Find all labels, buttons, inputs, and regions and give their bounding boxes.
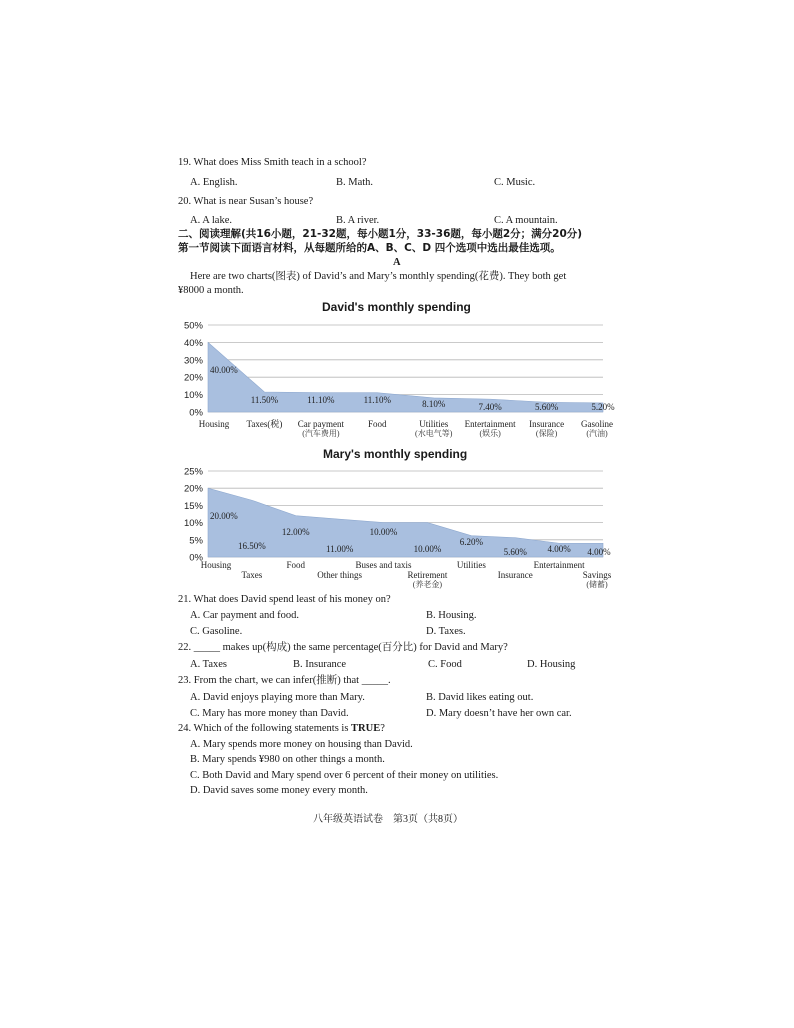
mary-category-label: Housing [200,560,232,570]
david-data-label: 11.50% [250,395,279,405]
mary-category-note: (养老金) [412,580,443,589]
david-category-note: (水电气等) [415,429,453,438]
q19-option-b: B. Math. [336,177,374,188]
q24-option-a: A. Mary spends more money on housing than David. [190,739,413,750]
mary-data-label: 5.60% [503,547,527,557]
q23-option-c: C. Mary has more money than David. [190,708,349,719]
david-category-label: Taxes(税) [246,419,283,429]
mary-data-label: 10.00% [369,527,398,537]
david-data-label: 11.10% [307,395,335,405]
david-ytick-label: 10% [183,390,203,402]
mary-category-label: Insurance [497,570,533,580]
q21-option-c: C. Gasoline. [190,626,243,637]
q19-option-a: A. English. [190,177,238,188]
mary-category-label: Food [286,560,306,570]
mary-data-label: 6.20% [459,537,483,547]
david-category-label: Food [368,419,387,429]
q20-option-c: C. A mountain. [494,215,558,226]
q24-option-d: D. David saves some money every month. [190,785,368,796]
david-ytick-label: 20% [183,372,203,384]
david-data-label: 5.60% [534,402,559,412]
q22-option-b: B. Insurance [293,659,347,670]
david-ytick-label: 50% [183,320,203,332]
section-subheading: 第一节阅读下面语言材料，从每题所给的A、B、C、D 四个选项中选出最佳选项。 [178,242,561,254]
mary-category-note: (储蓄) [586,580,608,589]
q23-option-a: A. David enjoys playing more than Mary. [190,692,365,703]
section-heading: 二、阅读理解(共16小题，21-32题，每小题1分，33-36题，每小题2分；满分20分) [178,228,583,240]
chart-mary-title: Mary's monthly spending [323,447,468,461]
q22-option-a: A. Taxes [190,659,227,670]
david-category-note: (保险) [535,429,558,438]
mary-ytick-label: 15% [183,500,203,512]
intro-line-1: Here are two charts(图表) of David’s and Mary’s monthly spending(花费). They both get [190,271,567,282]
david-ytick-label: 30% [183,355,203,367]
mary-category-label: Taxes [241,570,263,580]
q20-option-a: A. A lake. [190,215,232,226]
q21-stem: 21. What does David spend least of his money on? [178,594,391,605]
q23-option-b: B. David likes eating out. [426,692,534,703]
mary-data-label: 11.00% [325,544,354,554]
mary-category-label: Retirement [407,570,448,580]
q23-option-d: D. Mary doesn’t have her own car. [426,708,572,719]
q22-option-c: C. Food [428,659,462,670]
mary-data-label: 12.00% [281,527,310,537]
mary-category-label: Savings [582,570,612,580]
david-category-note: (娱乐) [479,429,501,438]
q20-option-b: B. A river. [336,215,380,226]
david-data-label: 5.20% [591,402,615,412]
chart-mary [175,464,615,592]
david-category-label: Insurance [529,419,565,429]
q20-stem: 20. What is near Susan’s house? [178,196,314,207]
q19-stem: 19. What does Miss Smith teach in a school? [178,157,367,168]
q24-stem [178,722,385,735]
mary-data-label: 4.00% [547,544,571,554]
q24-stem-pre: 24. Which of the following statements is [178,723,352,734]
intro-line-2: ¥8000 a month. [178,285,244,296]
david-ytick-label: 40% [183,337,203,349]
david-category-note: (汽车费用) [302,429,340,438]
mary-ytick-label: 20% [183,483,203,495]
q19-option-c: C. Music. [494,177,536,188]
mary-ytick-label: 0% [189,552,203,564]
chart-david-title: David's monthly spending [322,300,471,314]
mary-category-label: Other things [317,570,363,580]
david-category-label: Entertainment [464,419,516,429]
passage-letter: A [393,257,401,268]
david-category-label: Utilities [419,419,449,429]
david-category-note: (汽油) [586,429,608,438]
q21-option-b: B. Housing. [426,610,477,621]
q23-stem: 23. From the chart, we can infer(推断) that _____. [178,675,391,686]
mary-data-label: 20.00% [210,511,238,521]
david-data-label: 7.40% [478,402,502,412]
q24-stem-post: ? [380,723,385,734]
q22-option-d: D. Housing [527,659,576,670]
q24-option-c: C. Both David and Mary spend over 6 percent of their money on utilities. [190,770,499,781]
mary-category-label: Buses and taxis [355,560,412,570]
chart-david [175,318,615,444]
david-category-label: Gasoline [581,419,613,429]
q22-stem: 22. _____ makes up(构成) the same percentage(百分比) for David and Mary? [178,642,508,653]
page-footer: 八年级英语试卷 第3页（共8页） [313,814,463,825]
q21-option-a: A. Car payment and food. [190,610,300,621]
q24-option-b: B. Mary spends ¥980 on other things a month. [190,754,385,765]
mary-data-label: 4.00% [587,547,611,557]
mary-data-label: 10.00% [413,544,442,554]
david-data-label: 11.10% [363,395,391,405]
david-data-label: 8.10% [422,399,446,409]
mary-data-label: 16.50% [238,541,266,551]
david-category-label: Car payment [297,419,344,429]
q21-option-d: D. Taxes. [426,626,466,637]
mary-category-label: Entertainment [533,560,585,570]
david-category-label: Housing [198,419,230,429]
david-ytick-label: 0% [189,407,203,419]
mary-ytick-label: 10% [183,518,203,530]
mary-ytick-label: 5% [189,535,203,547]
mary-category-label: Utilities [456,560,486,570]
david-data-label: 40.00% [210,365,238,375]
q24-stem-bold: TRUE [351,723,381,734]
mary-ytick-label: 25% [183,466,203,478]
